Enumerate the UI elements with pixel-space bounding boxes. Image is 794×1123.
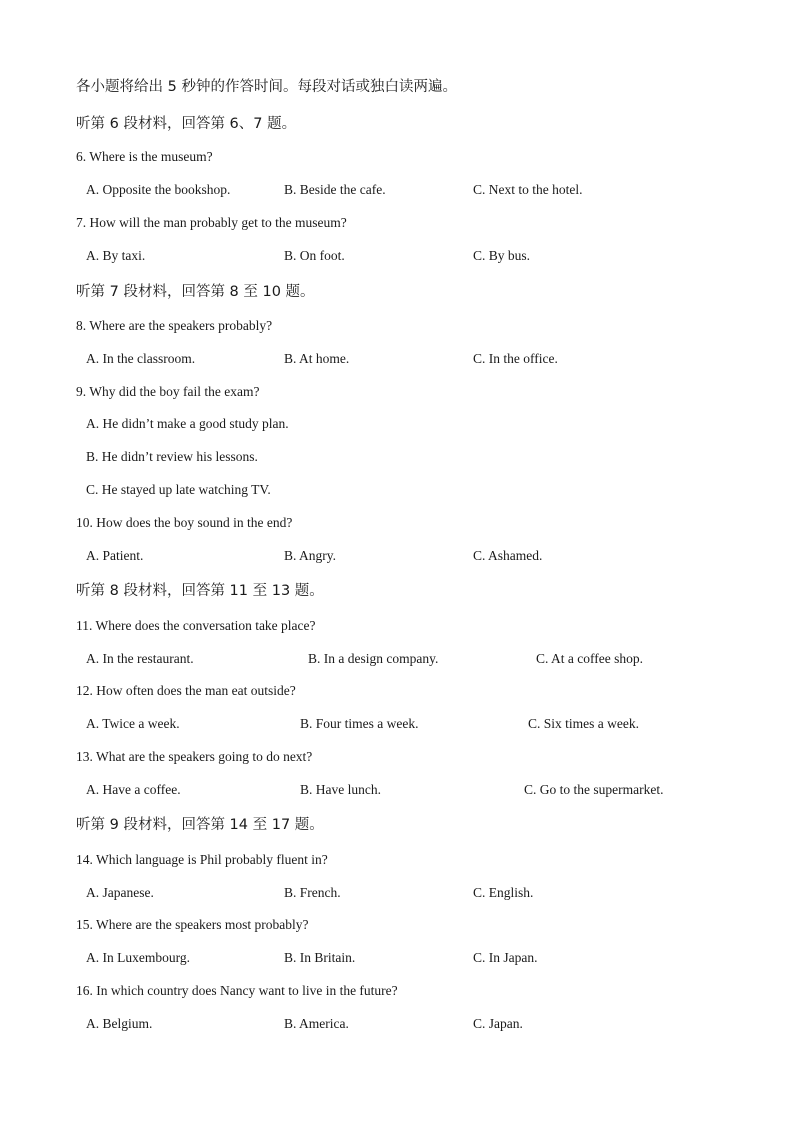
option-14c: C. English. <box>473 885 534 900</box>
option-16a: A. Belgium. <box>86 1016 153 1031</box>
section-heading: 听第 6 段材料，回答第 6、7 题。 <box>76 116 297 132</box>
option-13a: A. Have a coffee. <box>86 782 181 797</box>
section-heading: 听第 8 段材料，回答第 11 至 13 题。 <box>76 583 324 599</box>
option-8a: A. In the classroom. <box>86 351 196 366</box>
option-15b: B. In Britain. <box>284 950 356 965</box>
option-13c: C. Go to the supermarket. <box>524 782 664 797</box>
question-12: 12. How often does the man eat outside? <box>76 683 296 698</box>
option-9b: B. He didn’t review his lessons. <box>86 449 258 464</box>
option-16c: C. Japan. <box>473 1016 523 1031</box>
option-12b: B. Four times a week. <box>300 716 419 731</box>
option-11b: B. In a design company. <box>308 651 439 666</box>
option-8b: B. At home. <box>284 351 350 366</box>
section-heading: 听第 7 段材料，回答第 8 至 10 题。 <box>76 284 315 300</box>
option-13b: B. Have lunch. <box>300 782 381 797</box>
option-11c: C. At a coffee shop. <box>536 651 643 666</box>
question-7: 7. How will the man probably get to the museum? <box>76 215 347 230</box>
option-12c: C. Six times a week. <box>528 716 639 731</box>
option-14a: A. Japanese. <box>86 885 154 900</box>
option-6a: A. Opposite the bookshop. <box>86 182 231 197</box>
option-6c: C. Next to the hotel. <box>473 182 583 197</box>
option-7a: A. By taxi. <box>86 248 146 263</box>
option-15c: C. In Japan. <box>473 950 538 965</box>
question-8: 8. Where are the speakers probably? <box>76 318 273 333</box>
option-10c: C. Ashamed. <box>473 548 543 563</box>
question-15: 15. Where are the speakers most probably? <box>76 917 309 932</box>
option-10b: B. Angry. <box>284 548 337 563</box>
question-13: 13. What are the speakers going to do next? <box>76 749 313 764</box>
option-10a: A. Patient. <box>86 548 144 563</box>
option-14b: B. French. <box>284 885 341 900</box>
question-16: 16. In which country does Nancy want to live in the future? <box>76 983 398 998</box>
option-16b: B. America. <box>284 1016 349 1031</box>
question-10: 10. How does the boy sound in the end? <box>76 515 293 530</box>
question-9: 9. Why did the boy fail the exam? <box>76 384 260 399</box>
question-14: 14. Which language is Phil probably fluent in? <box>76 852 328 867</box>
option-9c: C. He stayed up late watching TV. <box>86 482 271 497</box>
option-11a: A. In the restaurant. <box>86 651 194 666</box>
option-7b: B. On foot. <box>284 248 345 263</box>
section-heading: 听第 9 段材料，回答第 14 至 17 题。 <box>76 817 324 833</box>
option-9a: A. He didn’t make a good study plan. <box>86 416 289 431</box>
option-7c: C. By bus. <box>473 248 531 263</box>
question-11: 11. Where does the conversation take place? <box>76 618 316 633</box>
option-15a: A. In Luxembourg. <box>86 950 190 965</box>
intro-text: 各小题将给出 5 秒钟的作答时间。每段对话或独白读两遍。 <box>76 79 457 95</box>
option-8c: C. In the office. <box>473 351 558 366</box>
option-6b: B. Beside the cafe. <box>284 182 386 197</box>
question-6: 6. Where is the museum? <box>76 149 213 164</box>
option-12a: A. Twice a week. <box>86 716 180 731</box>
